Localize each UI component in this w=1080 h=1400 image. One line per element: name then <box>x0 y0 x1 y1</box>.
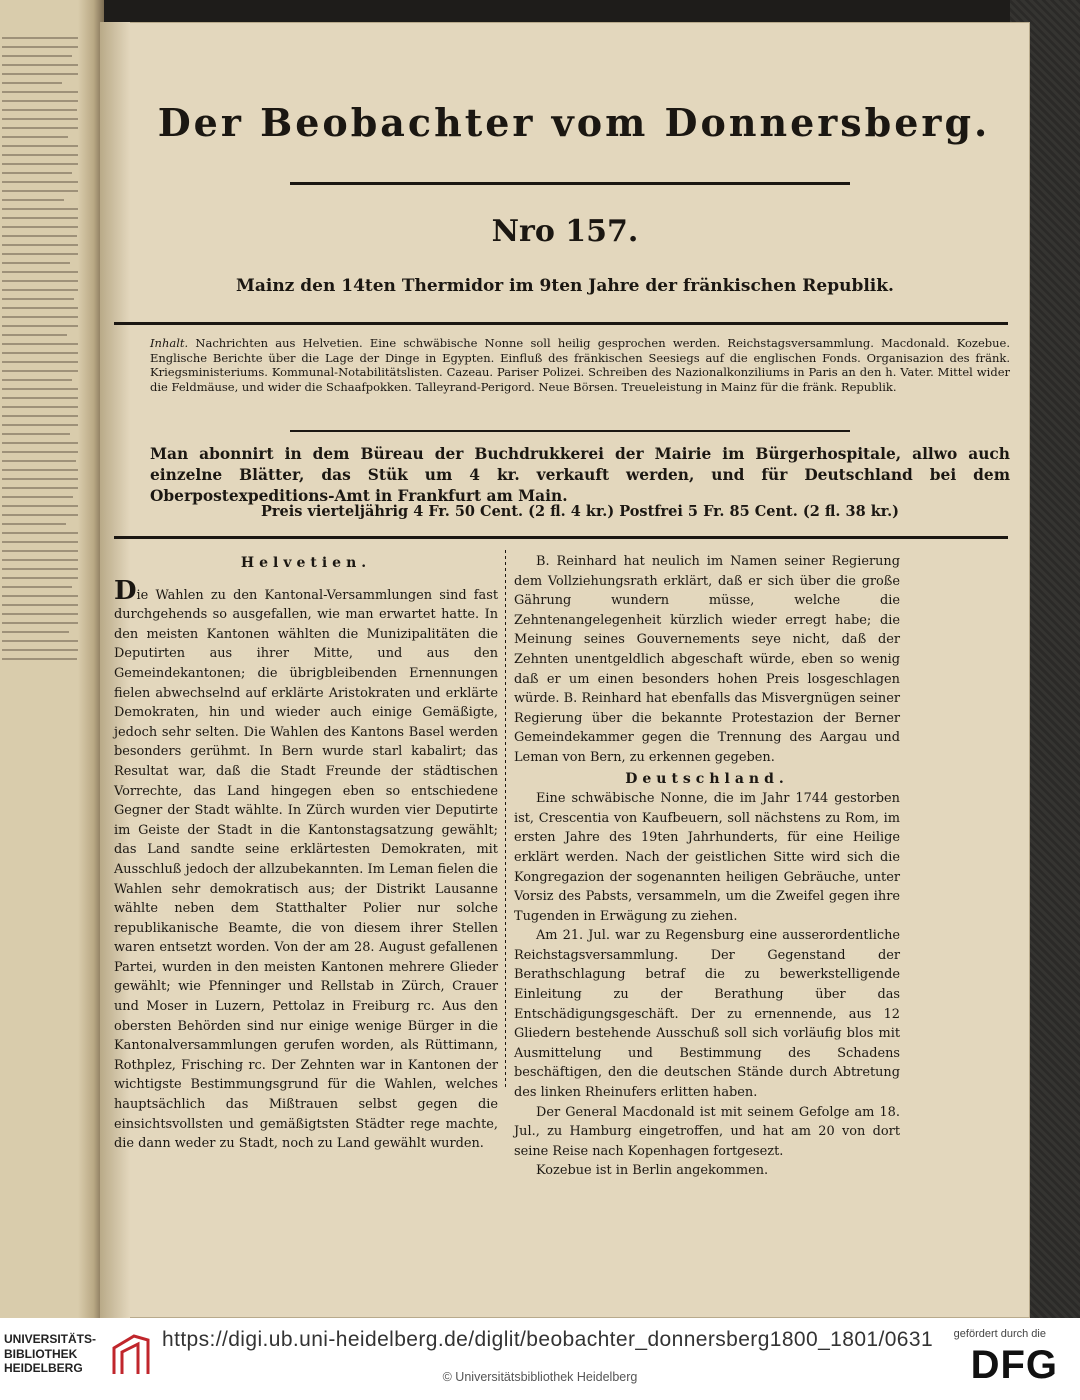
header-bottom-rule <box>114 536 1008 539</box>
dfg-logo[interactable]: DFG <box>970 1343 1058 1387</box>
helvetien-text: ie Wahlen zu den Kantonal-Versammlungen sind fast durchgehends so ausgefallen, wie man erwartet hatte. In den meisten Kantonen wählten die Munizipalitäten die Deputirten aus ihrer Mitte, und aus den Gemeindekantonen; die übrigbleibenden Ernennungen fielen abwechselnd auf erklärte Aristokraten und erklärte Demokraten, hin und wieder auch einige Gemäßigte, jedoch sehr selten. Die Wahlen des Kantons Basel werden besonders gerühmt. In Bern wurde starl kabalirt; das Resultat war, daß die Stadt Freunde der städtischen Vorrechte, das Land hingegen eben so entschiedene Gegner der Stadt wählte. In Zürch wurden vier Deputirte im Geiste der Stadt in die Kantonstagsatzung gewählt; das Land sandte seine erklärtesten Demokraten, mit Ausschluß jedoch der allzubekannten. Im Leman fielen die Wahlen sehr demokratisch aus; der Distrikt Lausanne wählte neben dem Statthalter Polier nur solche republikanische Beamte, die von diesem ihrer Stellen waren entsetzt worden. Von der am 28. August gefallenen Partei, wurden in den meisten Kantonen mehrere Glieder gewählt; wie Pfenninger und Rellstab in Zürch, Crauer und Moser in Luzern, Pettolaz in Freiburg rc. Aus den obersten Behörden sind nur einige wenige Bürger in die Kantonalversammlungen gerufen worden, als Rüttimann, Rothplez, Frisching rc. Der Zehnten war in Kantonen der wichtigste Bestimmungsgrund für die Wahlen, welches hauptsächlich das Mißtrauen selbst gegen die einsichtsvollsten und gemäßigtsten Städter rege machte, die dann weder zu Stadt, noch zu Land gewählt wurden. <box>114 587 498 1152</box>
reinhard-paragraph: B. Reinhard hat neulich im Namen seiner Regierung dem Vollziehungsrath erklärt, daß er sich über die große Gährung wundern müsse, welche die Zehntenangelegenheit kürzlich wieder erregt habe; die Meinung seines Gouvernements seye nicht, daß der Zehnten unentgeldlich abgeschaft würde, eben so wenig daß er um einen besonders hohen Preis losgeschlagen würde. B. Reinhard hat ebenfalls das Misvergnügen seiner Regierung über die bekannte Protestazion der Berner Gemeindekammer gegen die Trennung des Aargau und Leman von Bern, zu erkennen gegeben. <box>514 554 900 765</box>
right-column <box>514 552 900 1181</box>
newspaper-page <box>100 22 1030 1318</box>
masthead-rule <box>290 182 850 185</box>
contents-text: Nachrichten aus Helvetien. Eine schwäbische Nonne soll heilig gesprochen werden. Reichstagsversammlung. Macdonald. Kozebue. Englische Berichte über die Lage der Dinge in Egypten. Einfluß des fränkischen Seesiegs auf die englischen Fonds. Organisazion des fränk. Kriegsministeriums. Kommunal-Notabilitätslisten. Cazeau. Pariser Polizei. Schreiben des Nazionalkonziliums in Paris an den h. Vater. Mittel wider die Feldmäuse, und wider die Schaafpokken. Talleyrand-Perigord. Neue Börsen. Treueleistung in Mainz für die fränk. Republik. <box>150 336 1011 394</box>
contents-rule <box>290 430 850 432</box>
reichstag-paragraph: Am 21. Jul. war zu Regensburg eine ausserordentliche Reichstagsversammlung. Der Gegenstand der Berathschlagung betraf die zu bewerkstelligende Einleitung zu der Berathung über das Entschädigungsgeschäft. Der zu ernennende, aus 12 Gliedern bestehende Ausschuß soll sich vorläufig blos mit Ausmittelung und Bestimmung des Schadens beschäftigen, den die deutschen Stände durch Abtretung des linken Rheinufers erlitten haben. <box>514 928 900 1101</box>
issue-number: Nro 157. <box>491 214 639 249</box>
viewer-footer <box>0 1318 1080 1400</box>
logo-line-1: UNIVERSITÄTS- <box>4 1332 97 1346</box>
logo-line-2: BIBLIOTHEK <box>4 1346 78 1361</box>
subscription-notice: Man abonnirt in dem Büreau der Buchdrukkerei der Mairie im Bürgerhospitale, allwo auch einzelne Blätter, das Stük um 4 kr. verkauft werden, und für Deutschland bei dem Oberpostexpeditions-Amt in Frankfurt am Main. <box>150 445 1010 505</box>
kozebue-paragraph: Kozebue ist in Berlin angekommen. <box>536 1163 769 1179</box>
permalink-url[interactable]: https://digi.ub.uni-heidelberg.de/diglit/beobachter_donnersberg1800_1801/0631 <box>162 1328 934 1351</box>
dateline-rule <box>114 322 1008 325</box>
logo-line-3: HEIDELBERG <box>4 1361 83 1375</box>
masthead-title: Der Beobachter vom Donnersberg. <box>157 100 991 145</box>
price-notice: Preis vierteljährig 4 Fr. 50 Cent. (2 fl. 4 kr.) Postfrei 5 Fr. 85 Cent. (2 fl. 38 kr.) <box>261 503 899 520</box>
drop-cap: D <box>114 575 137 606</box>
previous-page-edge <box>0 0 104 1318</box>
macdonald-paragraph: Der General Macdonald ist mit seinem Gefolge am 18. Jul., zu Hamburg eingetroffen, und hat am 20 von dort seine Reise nach Kopenhagen fortgesezt. <box>514 1104 900 1159</box>
nonne-paragraph: Eine schwäbische Nonne, die im Jahr 1744 gestorben ist, Crescentia von Kaufbeuern, soll nächstens zu Rom, im ersten Jahre des 19ten Jahrhunderts, für eine Heilige erklärt werden. Nach der geistlichen Sitte wird sich die Kongregazion der sogenannten heiligen Gebräuche, unter Vorsiz des Pabsts, versammeln, um die Zweifel gegen ihre Tugenden in Erwägung zu ziehen. <box>514 791 900 924</box>
table-of-contents <box>150 336 1010 394</box>
library-logo-text[interactable] <box>4 1332 96 1376</box>
copyright-notice: © Universitätsbibliothek Heidelberg <box>442 1370 638 1384</box>
funding-label: gefördert durch die <box>953 1328 1046 1340</box>
left-column <box>114 552 498 1154</box>
dateline: Mainz den 14ten Thermidor im 9ten Jahre der fränkischen Republik. <box>236 276 894 296</box>
section-heading-helvetien: Helvetien. <box>240 555 372 571</box>
section-heading-deutschland: Deutschland. <box>625 770 789 787</box>
contents-label: Inhalt. <box>150 336 189 350</box>
column-divider <box>505 550 506 1090</box>
